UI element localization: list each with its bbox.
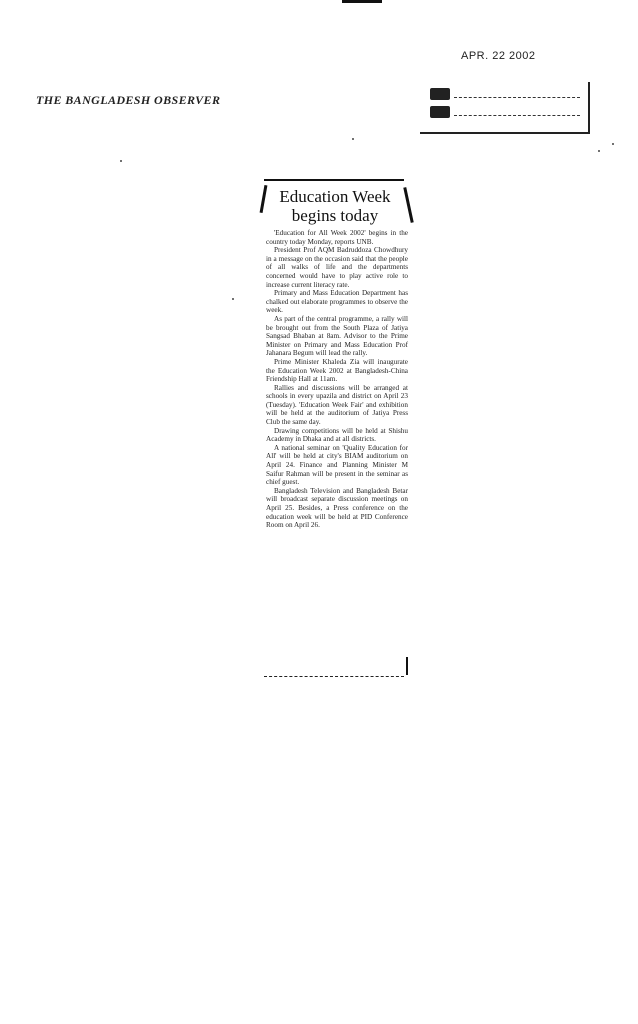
article-paragraph: Primary and Mass Education Department has chalked out elaborate programmes to observe the week. (266, 289, 408, 315)
article-paragraph: 'Education for All Week 2002' begins in the country today Monday, reports UNB. (266, 229, 408, 246)
stamp-mark-2 (430, 106, 450, 118)
archive-stamp (420, 82, 590, 134)
clipping-right-bracket (403, 187, 413, 223)
newspaper-clipping (258, 175, 410, 677)
article-paragraph: Prime Minister Khaleda Zia will inaugurate the Education Week 2002 at Bangladesh-China Friendship Hall at 11am. (266, 357, 408, 384)
article-paragraph: As part of the central programme, a rally will be brought out from the South Plaza of Jatiya Sangsad Bhaban at 8am. Advisor to the Prime Minister on Primary and Mass Education Prof Jahanara Begum will lead the rally. (266, 314, 408, 358)
article-paragraph: Rallies and discussions will be arranged at schools in every upazila and district on April 23 (Tuesday). 'Education Week Fair' and exhibition will be held at the auditorium of Jatiya Press Club the same day. (266, 383, 408, 427)
article-paragraph: President Prof AQM Badruddoza Chowdhury in a message on the occasion said that the people of all walks of life and the departments concerned would have to play active role to increase current literacy rate. (266, 246, 408, 289)
article-paragraph: Bangladesh Television and Bangladesh Betar will broadcast separate discussion meetings on April 25. Besides, a Press conference on the education week will be held at PID Conference Room on April 26. (266, 486, 408, 530)
clipping-bottom-rule (264, 675, 404, 677)
top-edge-mark (342, 0, 382, 3)
article-paragraph: A national seminar on 'Quality Education for All' will be held at city's BIAM auditorium on April 24. Finance and Planning Minister M Saifur Rahman will be present in the seminar as chief guest. (266, 443, 408, 487)
scan-speck (120, 160, 122, 162)
clipping-corner-tick (406, 657, 408, 675)
scan-speck (232, 298, 234, 300)
stamp-line-1 (454, 90, 580, 98)
clipping-top-rule (264, 179, 404, 181)
date-stamp: APR. 22 2002 (461, 50, 536, 62)
scan-speck (612, 143, 614, 145)
newspaper-masthead: THE BANGLADESH OBSERVER (36, 93, 221, 107)
stamp-line-2 (454, 108, 580, 116)
article-paragraph: Drawing competitions will be held at Shishu Academy in Dhaka and at all districts. (266, 426, 408, 444)
article-headline: Education Week begins today (279, 187, 391, 225)
scan-speck (598, 150, 600, 152)
article-body (266, 229, 408, 530)
clipping-left-bracket (260, 185, 268, 213)
scan-speck (352, 138, 354, 140)
stamp-mark-1 (430, 88, 450, 100)
